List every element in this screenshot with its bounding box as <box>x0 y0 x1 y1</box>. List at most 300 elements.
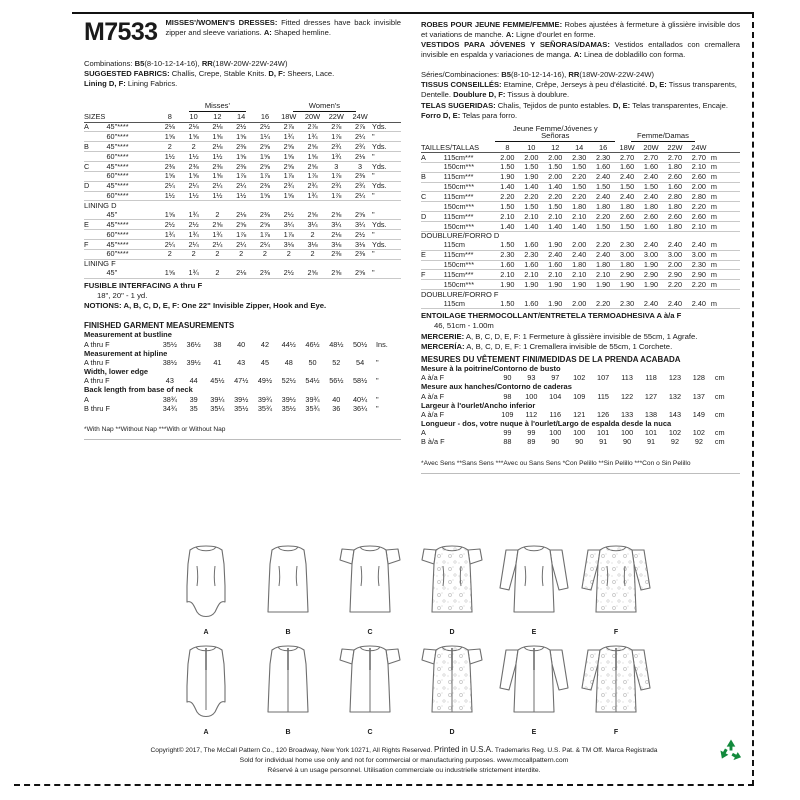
size-col-2: 12 <box>206 113 230 122</box>
yardage-value: 1½ <box>158 191 182 201</box>
yardage-view-label <box>84 269 107 278</box>
size-col-4: 16 <box>253 113 277 122</box>
measurement-row <box>421 429 740 438</box>
metric-size-col-3: 14 <box>567 143 591 152</box>
yardage-view-label <box>421 221 444 231</box>
yardage-value: 3.00 <box>687 250 711 260</box>
telas-label: TELAS SUGERIDAS: <box>421 100 496 110</box>
yardage-value: 2.90 <box>663 270 687 280</box>
lining-body: Lining Fabrics. <box>125 79 178 89</box>
yardage-value: 2 <box>182 249 206 259</box>
yardage-row <box>84 220 401 230</box>
combinations-line <box>84 59 401 69</box>
size-col-3: 14 <box>229 113 253 122</box>
yardage-width-label: 45"**** <box>107 122 158 132</box>
yardage-view-label <box>84 210 107 219</box>
measurement-row-label: A à/a F <box>421 373 445 383</box>
measurement-value: 52½ <box>281 376 296 386</box>
yardage-value: 3¼ <box>277 220 301 230</box>
series-rr: RR <box>568 70 580 80</box>
yardage-width-label: 45"**** <box>107 162 158 172</box>
measurement-row-label: A thru F <box>84 376 110 386</box>
metric-size-col-6: 20W <box>639 143 663 152</box>
yardage-value: 2⅞ <box>348 122 372 132</box>
yardage-value: 2.10 <box>567 270 591 280</box>
measurement-value: 133 <box>620 410 634 419</box>
yardage-value: 3 <box>324 162 348 172</box>
measurement-value: 35¾ <box>305 403 320 413</box>
size-col-1: 10 <box>182 113 206 122</box>
measurement-row <box>84 358 401 367</box>
measurement-value: 137 <box>692 391 705 401</box>
front-view-f <box>578 540 654 635</box>
group-header-row-metric <box>421 124 740 143</box>
yardage-row <box>84 122 401 132</box>
yardage-value: 2 <box>301 249 325 259</box>
back-view-a <box>168 640 244 735</box>
sizes-header-row <box>84 113 401 122</box>
fr-view-a: A: <box>505 30 514 40</box>
lining-f-title: LINING F <box>84 259 116 269</box>
yardage-value: 1.80 <box>567 260 591 270</box>
yardage-value: 1⅝ <box>277 152 301 162</box>
yardage-value: 2.80 <box>687 192 711 202</box>
yardage-value: 1.60 <box>663 182 687 192</box>
yardage-value: 1.50 <box>495 241 519 250</box>
telas-line <box>421 101 740 121</box>
measurement-header-label: Mesure aux hanches/Contorno de caderas <box>421 382 572 392</box>
yardage-value: 2⅝ <box>277 142 301 152</box>
nap-divider-right <box>421 473 740 474</box>
measurement-value: 36¼ <box>352 403 368 413</box>
yardage-value: 2⅛ <box>324 230 348 240</box>
yardage-value: 1¾ <box>324 152 348 162</box>
measurement-value: 54½ <box>305 376 320 386</box>
measurement-value: 99 <box>527 428 536 438</box>
yardage-value: 1.80 <box>567 202 591 212</box>
notions-english <box>84 281 401 312</box>
measurement-value: 90 <box>575 437 584 447</box>
back-view-c <box>332 640 408 735</box>
yardage-value: 1.90 <box>543 299 567 308</box>
yardage-width-label: 115cm*** <box>444 172 496 182</box>
measurement-value: 46½ <box>305 339 320 349</box>
measurement-unit: cm <box>714 428 725 438</box>
series-b5: B5 <box>501 70 511 80</box>
measurement-value: 92 <box>670 437 680 447</box>
es-title: VESTIDOS PARA JÓVENES Y SEÑORAS/DAMAS: <box>421 40 610 50</box>
yardage-view-label <box>84 171 107 181</box>
measurement-value: 44½ <box>281 339 296 349</box>
measurement-unit: " <box>375 357 379 367</box>
yardage-row <box>84 152 401 162</box>
yardage-value: 2⅝ <box>229 220 253 230</box>
yardage-value: 2.30 <box>615 241 639 250</box>
measurement-value: 39½ <box>234 394 249 404</box>
yardage-value: 2.40 <box>639 241 663 250</box>
measurement-row <box>84 404 401 413</box>
yardage-width-label: 45"**** <box>107 220 158 230</box>
view-label: B <box>285 729 291 736</box>
yardage-view-label: C <box>421 192 444 202</box>
fabrics-views: D, F: <box>268 69 286 79</box>
measurement-value: 35½ <box>281 403 296 413</box>
measurement-value: 92 <box>694 437 703 447</box>
yardage-unit: " <box>372 152 401 162</box>
description-french-spanish <box>421 18 740 60</box>
yardage-value: 2.70 <box>639 153 663 163</box>
yardage-row <box>84 239 401 249</box>
group-misses: Misses' <box>158 102 277 113</box>
measurement-value: 41 <box>213 357 222 367</box>
mercerie-line <box>421 332 740 342</box>
measurement-row-label: A <box>421 428 426 438</box>
yardage-value: 2.00 <box>519 153 543 163</box>
view-label: F <box>613 729 619 736</box>
yardage-value: 1.90 <box>543 280 567 290</box>
measurement-value: 149 <box>692 410 705 419</box>
sizes-label: SIZES <box>84 113 158 122</box>
yardage-value: 1¾ <box>301 191 325 201</box>
yardage-width-label: 60"**** <box>107 249 158 259</box>
measurement-header-label: Longueur - dos, votre nuque à l'ourlet/Largo de espalda desde la nuca <box>421 419 672 429</box>
description-view-a: A: <box>263 28 272 38</box>
yardage-value: 1.90 <box>543 241 567 250</box>
yardage-value: 1.50 <box>639 182 663 192</box>
yardage-value: 2.60 <box>663 212 687 222</box>
measurement-row <box>421 410 740 419</box>
yardage-value: 1.60 <box>591 162 615 172</box>
footer <box>60 744 748 776</box>
merceria-body: A, B, C, D, E, F: 1 Cremallera invisible de 55cm, 1 Corchete. <box>464 342 673 352</box>
yardage-value: 2.20 <box>567 192 591 202</box>
mercerie-body: A, B, C, D, E, F: 1 Fermeture à glissière invisible de 55cm, 1 Agrafe. <box>464 331 698 341</box>
yardage-value: 2¼ <box>158 239 182 249</box>
yardage-row <box>84 230 401 240</box>
measurement-header-label: Mesure à la poitrine/Contorno de busto <box>421 364 561 374</box>
yardage-unit: " <box>372 269 401 278</box>
yardage-value: 2¾ <box>324 181 348 191</box>
measurement-header-label: Width, lower edge <box>84 366 149 376</box>
back-view-f <box>578 640 654 735</box>
measurement-value: 90 <box>503 373 512 383</box>
measurement-group-header <box>84 349 401 358</box>
series-b5-sizes: (8-10-12-14-16), <box>510 70 567 80</box>
yardage-value: 2.30 <box>519 250 543 260</box>
yardage-value: 2.10 <box>519 270 543 280</box>
yardage-value: 2.40 <box>615 192 639 202</box>
measurement-value: 121 <box>573 410 586 419</box>
yardage-value: 1.90 <box>639 280 663 290</box>
measurement-unit: " <box>375 403 379 413</box>
entoilage-title: ENTOILAGE THERMOCOLLANT/ENTRETELA TERMOADHESIVA A à/a F <box>421 310 682 320</box>
measurement-row-label: A <box>84 394 89 404</box>
measurement-group-header <box>84 386 401 395</box>
yardage-value: 1.60 <box>615 162 639 172</box>
yardage-width-label: 115cm <box>444 299 496 308</box>
yardage-width-label: 150cm*** <box>444 221 496 231</box>
measurement-row-label: A à/a F <box>421 410 445 419</box>
yardage-value: 1.50 <box>591 182 615 192</box>
yardage-value: 2 <box>182 142 206 152</box>
combination-b5-sizes: (8-10-12-14-16), <box>144 59 200 68</box>
yardage-value: 2.20 <box>591 241 615 250</box>
yardage-unit: " <box>372 249 401 259</box>
trademark-text: Trademarks Reg. U.S. Pat. & TM Off. Marca Registrada <box>493 746 658 754</box>
combination-b5: B5 <box>134 59 145 68</box>
printed-in-usa: Printed in U.S.A. <box>434 744 494 754</box>
fabrics-body: Challis, Crepe, Stable Knits. <box>169 69 269 79</box>
yardage-view-label <box>421 241 444 250</box>
yardage-value: 2 <box>206 249 230 259</box>
yardage-value: 2¼ <box>348 191 372 201</box>
copyright-text: Copyright© 2017, The McCall Pattern Co., 120 Broadway, New York 10271, All Rights Reserved. <box>150 746 435 754</box>
yardage-value: 2.40 <box>687 299 711 308</box>
lining-label: Lining D, F: <box>84 79 126 89</box>
yardage-value: 1¾ <box>158 230 182 240</box>
yardage-value: 2⅝ <box>301 142 325 152</box>
yardage-unit: m <box>711 280 740 290</box>
finished-measurements-table-metric <box>421 365 740 447</box>
lining-line <box>84 79 401 89</box>
measurement-value: 89 <box>527 437 536 447</box>
yardage-view-label <box>421 299 444 308</box>
yardage-value: 2¼ <box>229 239 253 249</box>
measurement-value: 123 <box>668 373 682 383</box>
yardage-view-label: B <box>84 142 107 152</box>
tissus-label: TISSUS CONSEILLÉS: <box>421 80 502 90</box>
nap-divider-left <box>84 439 401 440</box>
yardage-value: 2.10 <box>687 221 711 231</box>
measurement-value: 143 <box>668 410 682 419</box>
yardage-value: 1⅝ <box>229 152 253 162</box>
yardage-value: 2⅝ <box>324 269 348 278</box>
yardage-row <box>84 132 401 142</box>
yardage-value: 1.50 <box>495 162 519 172</box>
nap-note-english: *With Nap **Without Nap ***With or Without Nap <box>84 425 226 433</box>
interfacing-body: 18", 20" - 1 yd. <box>97 290 148 300</box>
yardage-value: 2.90 <box>687 270 711 280</box>
yardage-value: 1.50 <box>543 202 567 212</box>
yardage-value: 1¾ <box>277 132 301 142</box>
merceria-line <box>421 342 740 352</box>
yardage-value: 2½ <box>158 220 182 230</box>
yardage-value: 1⅞ <box>229 230 253 240</box>
yardage-value: 1½ <box>182 152 206 162</box>
yardage-value: 2⅜ <box>253 269 277 278</box>
measurement-value: 90 <box>551 437 560 447</box>
yardage-unit: " <box>372 171 401 181</box>
yardage-value: 1⅝ <box>206 171 230 181</box>
measurement-value: 97 <box>551 373 560 383</box>
yardage-value: 2.10 <box>495 212 519 222</box>
yardage-value: 1.50 <box>495 202 519 212</box>
yardage-value: 2 <box>301 230 325 240</box>
measurement-row <box>84 395 401 404</box>
yardage-value: 1.40 <box>543 182 567 192</box>
yardage-unit: m <box>711 221 740 231</box>
yardage-value: 1⅝ <box>229 132 253 142</box>
yardage-value: 1.90 <box>567 280 591 290</box>
yardage-row <box>421 241 740 250</box>
yardage-value: 2⅜ <box>348 249 372 259</box>
yardage-row <box>421 221 740 231</box>
yardage-width-label: 150cm*** <box>444 162 496 172</box>
view-label: E <box>531 729 537 736</box>
metric-size-col-1: 10 <box>519 143 543 152</box>
yardage-value: 2⅜ <box>229 142 253 152</box>
yardage-row <box>421 250 740 260</box>
yardage-unit: m <box>711 260 740 270</box>
view-label: A <box>203 729 209 736</box>
yardage-value: 2½ <box>277 210 301 219</box>
mercerie-label: MERCERIE: <box>421 331 465 341</box>
yardage-value: 2¼ <box>253 239 277 249</box>
measurement-value: 127 <box>644 391 658 401</box>
yardage-value: 3¼ <box>348 220 372 230</box>
yardage-value: 2 <box>158 142 182 152</box>
measurement-value: 101 <box>644 428 658 438</box>
measurement-value: 113 <box>621 373 633 383</box>
measurement-value: 54 <box>356 357 365 367</box>
forro-tail: Telas para forro. <box>460 110 518 120</box>
measurement-group-header <box>421 419 740 428</box>
yardage-unit: " <box>372 132 401 142</box>
yardage-value: 3⅛ <box>324 239 348 249</box>
yardage-unit: m <box>711 270 740 280</box>
yardage-value: 2.30 <box>615 299 639 308</box>
measurement-row <box>421 392 740 401</box>
measurement-value: 39¼ <box>210 394 225 404</box>
merceria-label: MERCERÍA: <box>421 342 465 352</box>
yardage-value: 1⅝ <box>158 132 182 142</box>
yardage-unit: Yds. <box>372 239 401 249</box>
copyright-line <box>60 744 748 756</box>
yardage-value: 2.00 <box>567 299 591 308</box>
yardage-value: 1⅞ <box>324 132 348 142</box>
metric-size-col-0: 8 <box>495 143 519 152</box>
measurement-value: 40¼ <box>352 394 368 404</box>
yardage-unit: m <box>711 250 740 260</box>
recycle-icon <box>718 738 744 762</box>
yardage-view-label <box>84 191 107 201</box>
tissus-body: Etamine, Crêpe, Jerseys à peu d'élasticité. <box>501 80 650 90</box>
yardage-value: 3⅛ <box>348 239 372 249</box>
yardage-unit: m <box>711 172 740 182</box>
measurement-value: 100 <box>573 428 586 438</box>
yardage-row <box>421 153 740 163</box>
measurement-group-header <box>421 401 740 410</box>
content-columns <box>74 14 748 474</box>
yardage-value: 1.80 <box>615 202 639 212</box>
yardage-value: 3¼ <box>301 220 325 230</box>
yardage-value: 2⅜ <box>253 210 277 219</box>
column-french-spanish <box>411 14 748 474</box>
yardage-value: 2⅜ <box>182 162 206 172</box>
measurement-value: 38 <box>213 339 222 349</box>
yardage-width-label: 45" <box>107 269 158 278</box>
yardage-width-label: 115cm*** <box>444 212 496 222</box>
es-view-a: A: <box>573 50 582 60</box>
tallas-header-row <box>421 143 740 152</box>
measurement-header-label: Back length from base of neck <box>84 385 193 395</box>
yardage-value: 2.10 <box>591 270 615 280</box>
measurement-value: 107 <box>597 373 610 383</box>
yardage-value: 2.00 <box>543 172 567 182</box>
yardage-row <box>421 260 740 270</box>
yardage-view-label <box>421 182 444 192</box>
yardage-value: 2¾ <box>348 142 372 152</box>
front-views-row <box>74 540 748 635</box>
yardage-value: 1.90 <box>495 280 519 290</box>
yardage-value: 1⅝ <box>253 191 277 201</box>
yardage-width-label: 60"**** <box>107 132 158 142</box>
yardage-value: 2¾ <box>348 181 372 191</box>
column-english <box>74 14 411 474</box>
yardage-value: 1.60 <box>519 241 543 250</box>
yardage-value: 2⅜ <box>206 162 230 172</box>
yardage-value: 2¼ <box>229 181 253 191</box>
yardage-value: 1.40 <box>495 221 519 231</box>
view-label: C <box>367 629 373 636</box>
measurement-value: 109 <box>501 410 514 419</box>
yardage-row <box>421 192 740 202</box>
measurement-group-header <box>84 367 401 376</box>
yardage-value: 2½ <box>182 220 206 230</box>
measurement-value: 132 <box>668 391 682 401</box>
measurement-value: 44 <box>189 376 198 386</box>
fabrics-french-spanish <box>421 70 740 121</box>
view-label: C <box>367 729 373 736</box>
combinations-label: Combinations: <box>84 59 133 68</box>
es-body: Vestidos entallados con cremallera invisible en espalda y variaciones de manga. <box>421 40 740 60</box>
size-col-7: 22W <box>324 113 348 122</box>
yardage-width-label: 150cm*** <box>444 280 496 290</box>
yardage-value: 1.50 <box>615 182 639 192</box>
yardage-row <box>421 299 740 308</box>
yardage-value: 2⅛ <box>206 142 230 152</box>
notions-line <box>84 301 401 311</box>
yardage-view-label: F <box>421 270 444 280</box>
yardage-unit: " <box>372 230 401 240</box>
yardage-row <box>421 280 740 290</box>
yardage-value: 2.30 <box>567 153 591 163</box>
yardage-value: 1⅞ <box>324 191 348 201</box>
yardage-value: 1⅞ <box>324 171 348 181</box>
yardage-value: 1⅞ <box>253 171 277 181</box>
measurement-unit: cm <box>714 391 725 401</box>
yardage-value: 1.90 <box>519 280 543 290</box>
measurement-unit: " <box>375 376 379 386</box>
doublure-label: Doublure D, F: <box>453 90 506 100</box>
yardage-unit: m <box>711 153 740 163</box>
yardage-value: 2¾ <box>301 181 325 191</box>
view-label: D <box>449 729 455 736</box>
cut-line-bottom <box>14 784 754 786</box>
description-title: MISSES'/WOMEN'S DRESSES: <box>165 18 278 27</box>
measurement-value: 48 <box>284 357 293 367</box>
yardage-value: 2¼ <box>206 181 230 191</box>
yardage-value: 2.10 <box>495 270 519 280</box>
yardage-value: 1.80 <box>639 202 663 212</box>
yardage-value: 2 <box>229 249 253 259</box>
yardage-value: 3.00 <box>615 250 639 260</box>
finished-measurements-table-imperial <box>84 331 401 413</box>
measurement-value: 102 <box>668 428 682 438</box>
yardage-value: 2.70 <box>687 153 711 163</box>
yardage-value: 1.60 <box>519 299 543 308</box>
fabrics-english <box>84 59 401 90</box>
